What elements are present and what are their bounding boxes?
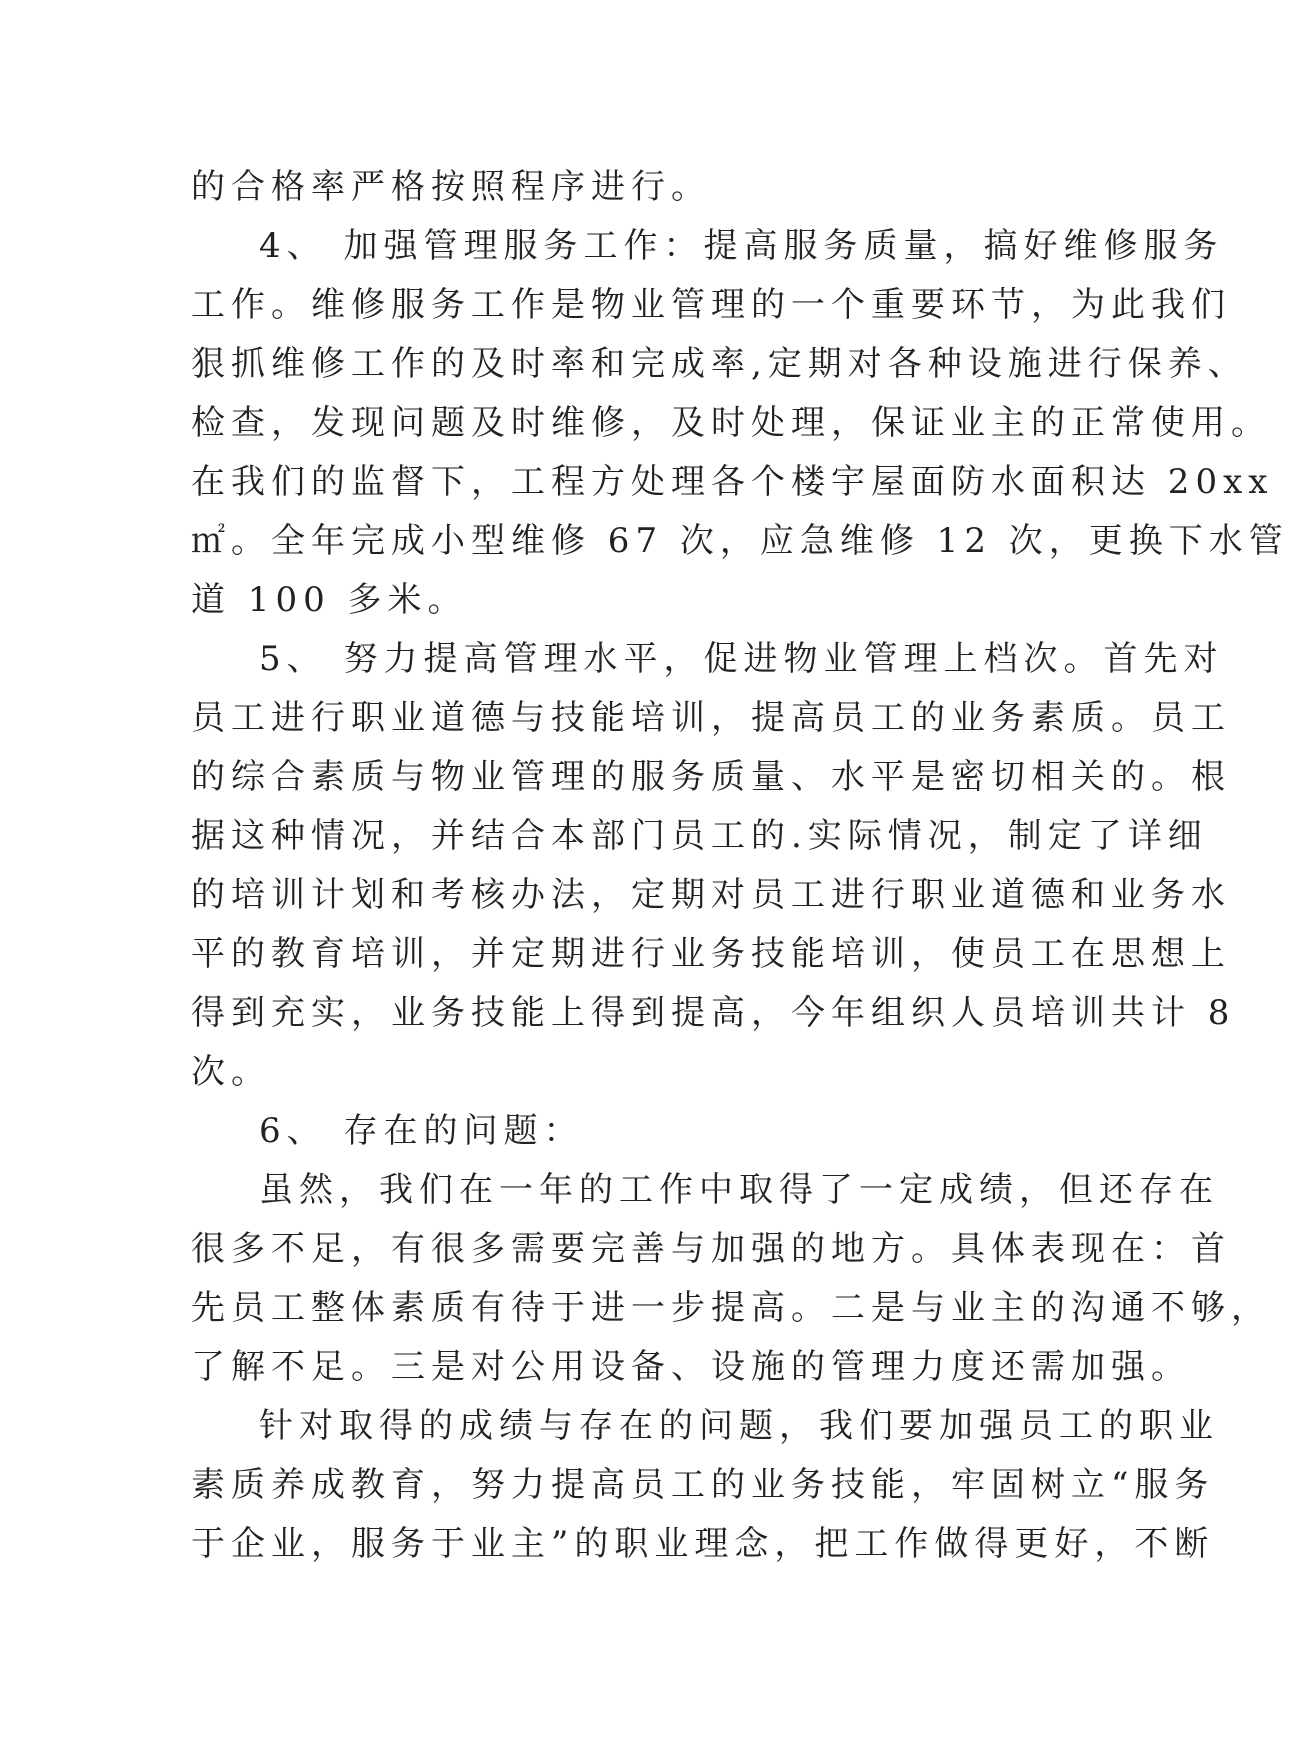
text-line: 针对取得的成绩与存在的问题，我们要加强员工的职业 (259, 1406, 1219, 1446)
text-line: 检查，发现问题及时维修，及时处理，保证业主的正常使用。 (191, 403, 1271, 443)
text-line: ㎡。全年完成小型维修 67 次，应急维修 12 次，更换下水管 (191, 521, 1289, 561)
text-line: 的综合素质与物业管理的服务质量、水平是密切相关的。根 (191, 757, 1231, 797)
text-line: 得到充实，业务技能上得到提高，今年组织人员培训共计 8 (191, 993, 1236, 1033)
text-line: 了解不足。三是对公用设备、设施的管理力度还需加强。 (191, 1347, 1191, 1387)
text-line: 道 100 多米。 (191, 580, 468, 620)
text-line: 5、 努力提高管理水平，促进物业管理上档次。首先对 (259, 639, 1224, 679)
text-line: 的培训计划和考核办法，定期对员工进行职业道德和业务水 (191, 875, 1231, 915)
text-line: 狠抓维修工作的及时率和完成率,定期对各种设施进行保养、 (191, 344, 1248, 384)
text-line: 平的教育培训，并定期进行业务技能培训，使员工在思想上 (191, 934, 1231, 974)
text-line: 于企业，服务于业主”的职业理念，把工作做得更好，不断 (191, 1524, 1215, 1564)
text-line: 6、 存在的问题： (259, 1111, 584, 1151)
text-line: 4、 加强管理服务工作：提高服务质量，搞好维修服务 (259, 226, 1224, 266)
document-body (191, 158, 1289, 1574)
text-line: 在我们的监督下，工程方处理各个楼宇屋面防水面积达 20xx (191, 462, 1274, 502)
text-line: 先员工整体素质有待于进一步提高。二是与业主的沟通不够， (191, 1288, 1271, 1328)
text-line: 虽然，我们在一年的工作中取得了一定成绩，但还存在 (259, 1170, 1219, 1210)
text-line: 素质养成教育，努力提高员工的业务技能，牢固树立“服务 (191, 1465, 1215, 1505)
text-line: 的合格率严格按照程序进行。 (191, 167, 711, 207)
text-line: 据这种情况，并结合本部门员工的.实际情况，制定了详细 (191, 816, 1208, 856)
text-line: 员工进行职业道德与技能培训，提高员工的业务素质。员工 (191, 698, 1231, 738)
text-line: 工作。维修服务工作是物业管理的一个重要环节，为此我们 (191, 285, 1231, 325)
text-line: 很多不足，有很多需要完善与加强的地方。具体表现在：首 (191, 1229, 1231, 1269)
text-line: 次。 (191, 1052, 271, 1092)
